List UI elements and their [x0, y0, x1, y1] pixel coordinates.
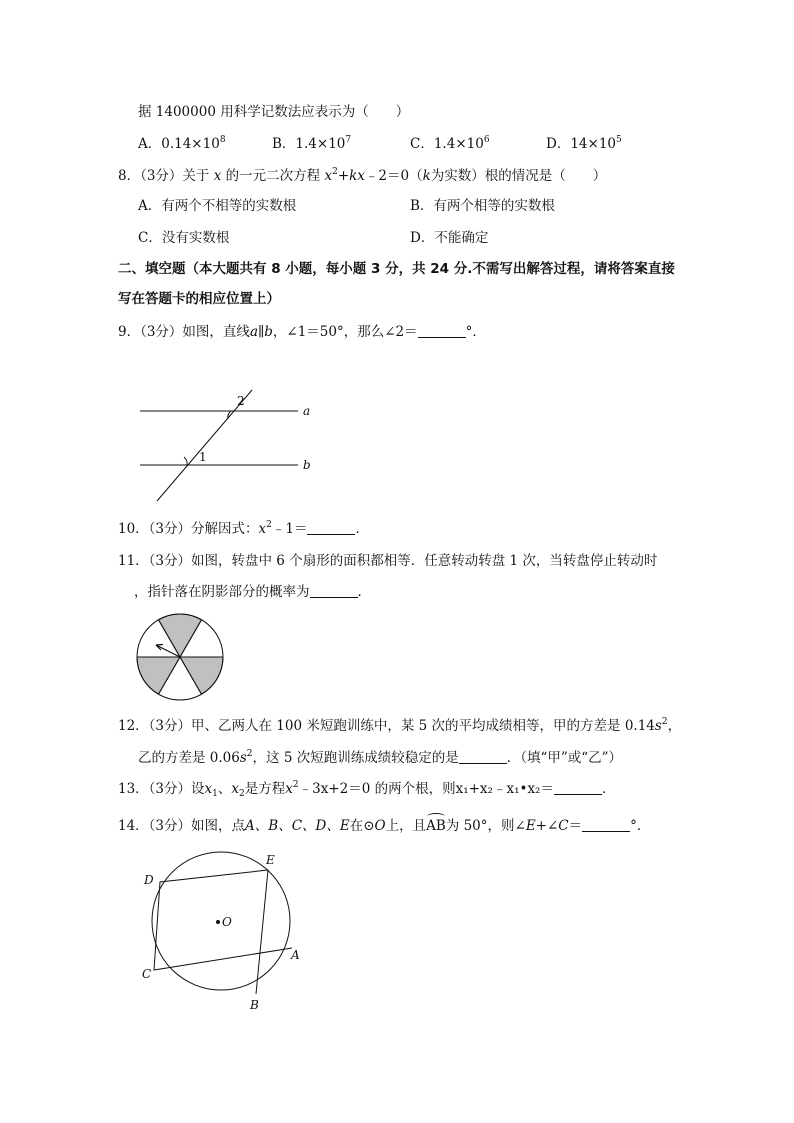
q13-stem: [118, 779, 615, 799]
q11-line2-pre: ，指针落在阴影部分的概率为: [134, 584, 310, 600]
answer-blank: [554, 780, 602, 795]
label-a: a: [303, 404, 311, 418]
angle-1-arc: [184, 457, 187, 465]
label-e: E: [266, 853, 275, 867]
q10-prefix: 10．（3分）分解因式：: [118, 521, 259, 537]
option-letter: C．: [410, 136, 434, 152]
option-mantissa: 14×10: [570, 136, 616, 152]
q10-stem: [118, 519, 369, 539]
q14-plus: +∠: [535, 818, 559, 834]
q12-line1-pre: 12．（3分）甲、乙两人在 100 米短跑训练中，某 5 次的平均成绩相等，甲的方差是 0.14: [118, 718, 655, 734]
label-b: b: [303, 458, 311, 472]
q13-x1: x: [204, 781, 213, 797]
label-o: O: [222, 915, 232, 929]
q7-option-d: [546, 134, 622, 154]
q9-mid: ，∠1＝50°，那么∠2＝: [272, 324, 418, 340]
q9-var-b: b: [264, 324, 273, 340]
q8-var-x: x: [213, 168, 222, 184]
q13-suffix: ．: [601, 781, 616, 797]
label-c: C: [142, 967, 152, 981]
q7-option-c: [410, 134, 490, 154]
option-exponent: 5: [616, 135, 622, 145]
q8-option-a-text: A．有两个不相等的实数根: [138, 198, 297, 214]
q13-x2: x: [231, 781, 240, 797]
q12-line2-pre: 乙的方差是 0.06: [138, 750, 240, 766]
q13-sep: 、: [217, 781, 232, 797]
label-1: 1: [199, 450, 207, 464]
q9-prefix: 9．（3分）如图，直线: [118, 324, 250, 340]
q8-eq-rest: ﹣2＝0（: [364, 168, 423, 184]
q8-mid: 的一元二次方程: [225, 168, 321, 184]
label-b: B: [250, 998, 259, 1012]
option-letter: A．: [138, 136, 162, 152]
option-mantissa: 0.14×10: [161, 136, 220, 152]
q13-sub2: 2: [239, 789, 245, 799]
option-letter: D．: [546, 136, 571, 152]
q8-option-d: [410, 228, 488, 248]
q10-suffix: ．: [355, 521, 369, 537]
option-mantissa: 1.4×10: [295, 136, 346, 152]
option-exponent: 8: [219, 135, 226, 145]
q10-exp: 2: [266, 520, 272, 530]
q13-sub1: 1: [212, 789, 218, 799]
q14-e: E: [525, 818, 536, 834]
q8-eq-plus: +: [337, 168, 350, 184]
q12-s1: s: [654, 718, 662, 734]
q14-points: A、B、C、D、E: [245, 818, 350, 834]
q14-stem: [118, 816, 650, 836]
q8-option-c-text: C．没有实数根: [138, 230, 230, 246]
chord-path: [154, 870, 292, 994]
spinner-sectors: [137, 614, 223, 700]
q14-prefix: 14．（3分）如图，点: [118, 818, 246, 834]
q12-line2-post: ．（填“甲”或“乙”）: [506, 750, 623, 766]
q13-eq-exp: 2: [292, 780, 299, 790]
arc-ab: [426, 816, 446, 836]
q13-eq-rest: ﹣3x+2＝0 的两个根，则: [298, 781, 456, 797]
q8-option-a: [138, 196, 296, 216]
answer-blank: [582, 817, 630, 832]
section-heading-line1: 二、填空题（本大题共有 8 小题，每小题 3 分，共 24 分.不需写出解答过程，请将答案直接: [118, 261, 675, 277]
q7-stem-text: 据 1400000 用科学记数法应表示为（ ）: [138, 104, 410, 120]
q8-eq-x: x: [324, 168, 333, 184]
q11-line2-post: ．: [357, 584, 371, 600]
sector-shaded-top: [159, 614, 202, 657]
q11-stem: [118, 551, 657, 571]
q12-e1: 2: [661, 717, 668, 727]
label-d: D: [144, 873, 154, 887]
q8-option-b-text: B．有两个相等的实数根: [410, 198, 555, 214]
q14-o: O: [374, 818, 386, 834]
circle-o: [152, 852, 290, 990]
sector-shaded-right: [180, 657, 223, 694]
q9-var-a: a: [249, 324, 258, 340]
q8-option-c: [138, 228, 229, 248]
q7-option-a: [138, 134, 226, 154]
q14-c: C: [558, 818, 569, 834]
q13-eq-x: x: [285, 781, 293, 797]
center-dot: [216, 920, 220, 924]
label-2: 2: [237, 394, 245, 408]
q12-stem: [118, 716, 681, 736]
q10-var-x: x: [258, 521, 267, 537]
q8-stem: [118, 166, 606, 186]
option-exponent: 6: [483, 135, 490, 145]
q13-expression: x₁+x₂﹣x₁•x₂＝: [455, 781, 554, 797]
q8-tail: 为实数）根的情况是（ ）: [430, 168, 607, 184]
section-heading: [118, 259, 675, 279]
circle-figure: [136, 846, 316, 1016]
q12-e2: 2: [246, 749, 253, 759]
q11-stem-cont: [134, 582, 371, 602]
label-a: A: [291, 948, 300, 962]
answer-blank: [418, 323, 466, 338]
q9-suffix: °．: [465, 324, 486, 340]
parallel-lines-figure: [135, 386, 335, 506]
q14-mid: 上，且: [385, 818, 427, 834]
q12-line1-post: ，: [667, 718, 682, 734]
q12-s2: s: [239, 750, 247, 766]
answer-blank: [307, 520, 355, 535]
sector-shaded-left: [137, 657, 180, 694]
q11-line1: 11．（3分）如图，转盘中 6 个扇形的面积都相等．任意转动转盘 1 次，当转盘停止转动时: [118, 553, 658, 569]
section-heading-line2: 写在答题卡的相应位置上）: [118, 291, 280, 307]
q7-stem: [138, 102, 409, 122]
answer-blank: [310, 583, 358, 598]
q12-line2-mid: ，这 5 次短跑训练成绩较稳定的是: [252, 750, 459, 766]
q8-eq-exp: 2: [332, 167, 338, 177]
q8-eq-k: k: [422, 168, 431, 184]
q14-arc-value: 为 50°，则∠: [445, 818, 526, 834]
section-heading-cont: [118, 289, 280, 309]
option-exponent: 7: [345, 135, 352, 145]
q14-eq: ＝: [568, 818, 583, 834]
option-mantissa: 1.4×10: [433, 136, 484, 152]
arc-ab-text: AB: [426, 818, 446, 834]
q13-prefix: 13．（3分）设: [118, 781, 205, 797]
q9-stem: [118, 322, 486, 342]
q8-eq-kx: kx: [349, 168, 365, 184]
q14-suffix: °．: [630, 818, 651, 834]
q10-rest: ﹣1＝: [271, 521, 308, 537]
q8-option-d-text: D．不能确定: [410, 230, 489, 246]
q8-prefix: 8．（3分）关于: [118, 168, 210, 184]
answer-blank: [459, 749, 507, 764]
q14-on-circle: 在⊙: [349, 818, 375, 834]
q12-stem-cont: [138, 748, 622, 768]
spinner-figure: [135, 612, 225, 702]
q7-option-b: [272, 134, 351, 154]
q13-mid: 是方程: [244, 781, 286, 797]
option-letter: B．: [272, 136, 296, 152]
q9-parallel: ∥: [258, 324, 265, 340]
q8-option-b: [410, 196, 555, 216]
